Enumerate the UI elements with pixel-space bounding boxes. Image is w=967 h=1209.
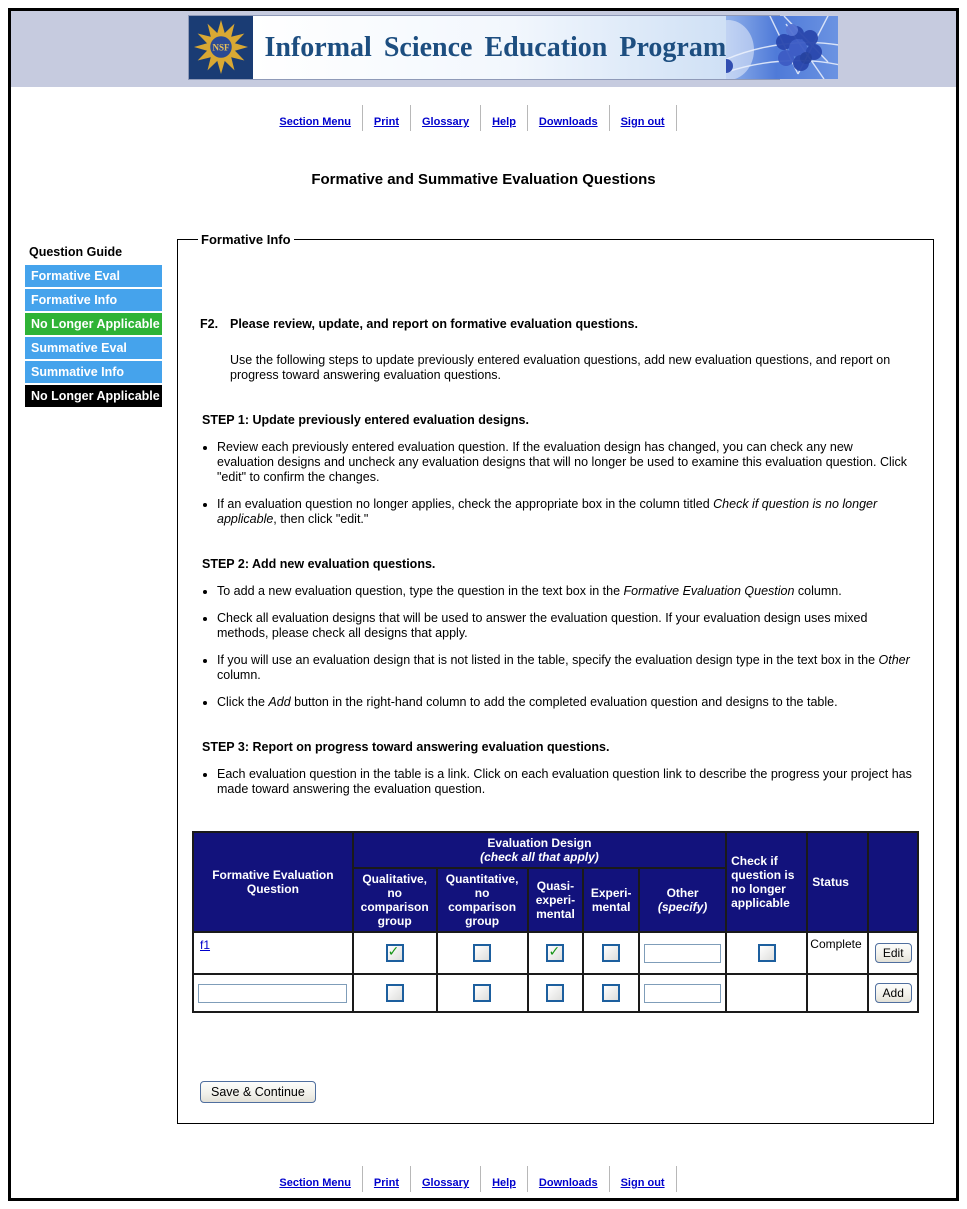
evaluation-questions-table [192,831,919,1013]
nav-separator [480,1166,481,1192]
step-1-heading: STEP 1: Update previously entered evaluation designs. [202,413,529,427]
nav-separator [527,105,528,131]
sidebar-item-summative-eval[interactable]: Summative Eval [25,337,162,359]
svg-text:NSF: NSF [211,42,230,53]
program-banner [188,15,780,80]
sidebar-item-no-longer-applicable-2[interactable]: No Longer Applicable [25,385,162,407]
instruction-bullet: • Check all evaluation designs that will be used to answer the evaluation question. If your evaluation design uses mixed methods, please check all designs that apply. [217,611,913,641]
question-title: Please review, update, and report on formative evaluation questions. [230,317,638,331]
checkbox-quantitative-new[interactable] [473,984,491,1002]
sidebar-item-formative-info[interactable]: Formative Info [25,289,162,311]
banner-title: Informal Science Education Program [264,31,727,63]
nav-separator [362,105,363,131]
nav-separator [362,1166,363,1192]
sidebar-item-no-longer-applicable-1[interactable]: No Longer Applicable [25,313,162,335]
col-header-not-applicable: Check if question is no longer applicable [726,832,807,932]
step-3-section [202,740,913,797]
top-nav [11,109,956,135]
col-header-experimental: Experi-mental [583,868,639,932]
nav-separator [609,1166,610,1192]
nav-separator [527,1166,528,1192]
nav-link-downloads[interactable]: Downloads [538,116,598,128]
banner-title-panel [253,16,727,79]
other-specify-input-new[interactable] [644,984,721,1003]
header-band [11,11,956,87]
footer-link-help[interactable]: Help [492,1177,516,1189]
nav-link-section-menu[interactable]: Section Menu [279,116,351,128]
bottom-nav [11,1170,956,1196]
footer-link-downloads[interactable]: Downloads [538,1177,598,1189]
save-continue-button[interactable]: Save & Continue [200,1081,316,1103]
col-header-quantitative: Quantitative, no comparison group [437,868,528,932]
new-question-input[interactable] [198,984,347,1003]
checkbox-quantitative[interactable] [473,944,491,962]
question-link-f1[interactable]: f1 [200,938,211,952]
step-3-heading: STEP 3: Report on progress toward answering evaluation questions. [202,740,610,754]
nav-link-sign-out[interactable]: Sign out [620,116,665,128]
empty-cell [726,974,807,1012]
checkbox-quasi-experimental[interactable] [546,944,564,962]
page-title: Formative and Summative Evaluation Questions [311,171,656,188]
other-specify-input[interactable] [644,944,721,963]
footer-link-sign-out[interactable]: Sign out [620,1177,665,1189]
instruction-bullet: • If an evaluation question no longer applies, check the appropriate box in the column titled Check if question is no longer applicable, then click "edit." [217,497,913,527]
nav-separator [676,105,677,131]
other-note: (specify) [657,900,708,914]
nav-link-print[interactable]: Print [373,116,399,128]
step-2-section [202,557,913,710]
page-frame [8,8,959,1201]
checkbox-quasi-experimental-new[interactable] [546,984,564,1002]
add-button[interactable]: Add [875,983,912,1003]
question-f2 [192,317,919,331]
col-header-status: Status [807,832,868,932]
globe-graphic-icon [726,16,838,79]
instruction-bullet: • If you will use an evaluation design that is not listed in the table, specify the evaluation design type in the text box in the Other column. [217,653,913,683]
step-2-heading: STEP 2: Add new evaluation questions. [202,557,436,571]
step-1-section [202,413,913,527]
table-row-f1 [193,932,918,974]
nav-separator [609,105,610,131]
instruction-bullet: • Click the Add button in the right-hand column to add the completed evaluation question and designs to the table. [217,695,913,710]
col-header-design-group: Evaluation Design (check all that apply) [353,832,726,868]
content-row [11,232,956,1124]
nav-separator [676,1166,677,1192]
col-header-qualitative: Qualitative, no comparison group [353,868,437,932]
design-group-note: (check all that apply) [480,850,599,864]
nsf-logo-icon [189,16,253,79]
col-header-question: Formative Evaluation Question [193,832,353,932]
nav-separator [480,105,481,131]
col-header-other: Other (specify) [639,868,726,932]
status-value: Complete [807,932,868,974]
nav-link-glossary[interactable]: Glossary [421,116,470,128]
question-number: F2. [200,317,219,331]
instruction-bullet: • Review each previously entered evaluation question. If the evaluation design has changed, you can check any new evaluation designs and uncheck any evaluation designs that will no longer be used to examine this evaluation question. Click "edit" to confirm the changes. [217,440,913,485]
sidebar-item-summative-info[interactable]: Summative Info [25,361,162,383]
footer-link-glossary[interactable]: Glossary [421,1177,470,1189]
fieldset-legend: Formative Info [201,232,291,247]
empty-cell [807,974,868,1012]
nav-separator [410,105,411,131]
checkbox-experimental-new[interactable] [602,984,620,1002]
instruction-bullet: • To add a new evaluation question, type the question in the text box in the Formative Evaluation Question column. [217,584,913,599]
question-guide-sidebar [25,245,162,409]
checkbox-qualitative[interactable] [386,944,404,962]
col-header-quasi-experimental: Quasi-experi-mental [528,868,584,932]
checkbox-not-applicable[interactable] [758,944,776,962]
edit-button[interactable]: Edit [875,943,912,963]
table-row-add [193,974,918,1012]
footer-link-section-menu[interactable]: Section Menu [279,1177,351,1189]
footer-link-print[interactable]: Print [373,1177,399,1189]
instruction-bullet: • Each evaluation question in the table is a link. Click on each evaluation question link to describe the progress your project has made toward answering the evaluation question. [217,767,913,797]
checkbox-qualitative-new[interactable] [386,984,404,1002]
sidebar-item-formative-eval[interactable]: Formative Eval [25,265,162,287]
nav-link-help[interactable]: Help [492,116,516,128]
checkbox-experimental[interactable] [602,944,620,962]
sidebar-heading: Question Guide [29,245,123,259]
col-header-actions [868,832,918,932]
nav-separator [410,1166,411,1192]
formative-info-fieldset [177,232,934,1124]
intro-paragraph: Use the following steps to update previously entered evaluation questions, add new evaluation questions, and report on progress toward answering evaluation questions. [230,353,891,382]
